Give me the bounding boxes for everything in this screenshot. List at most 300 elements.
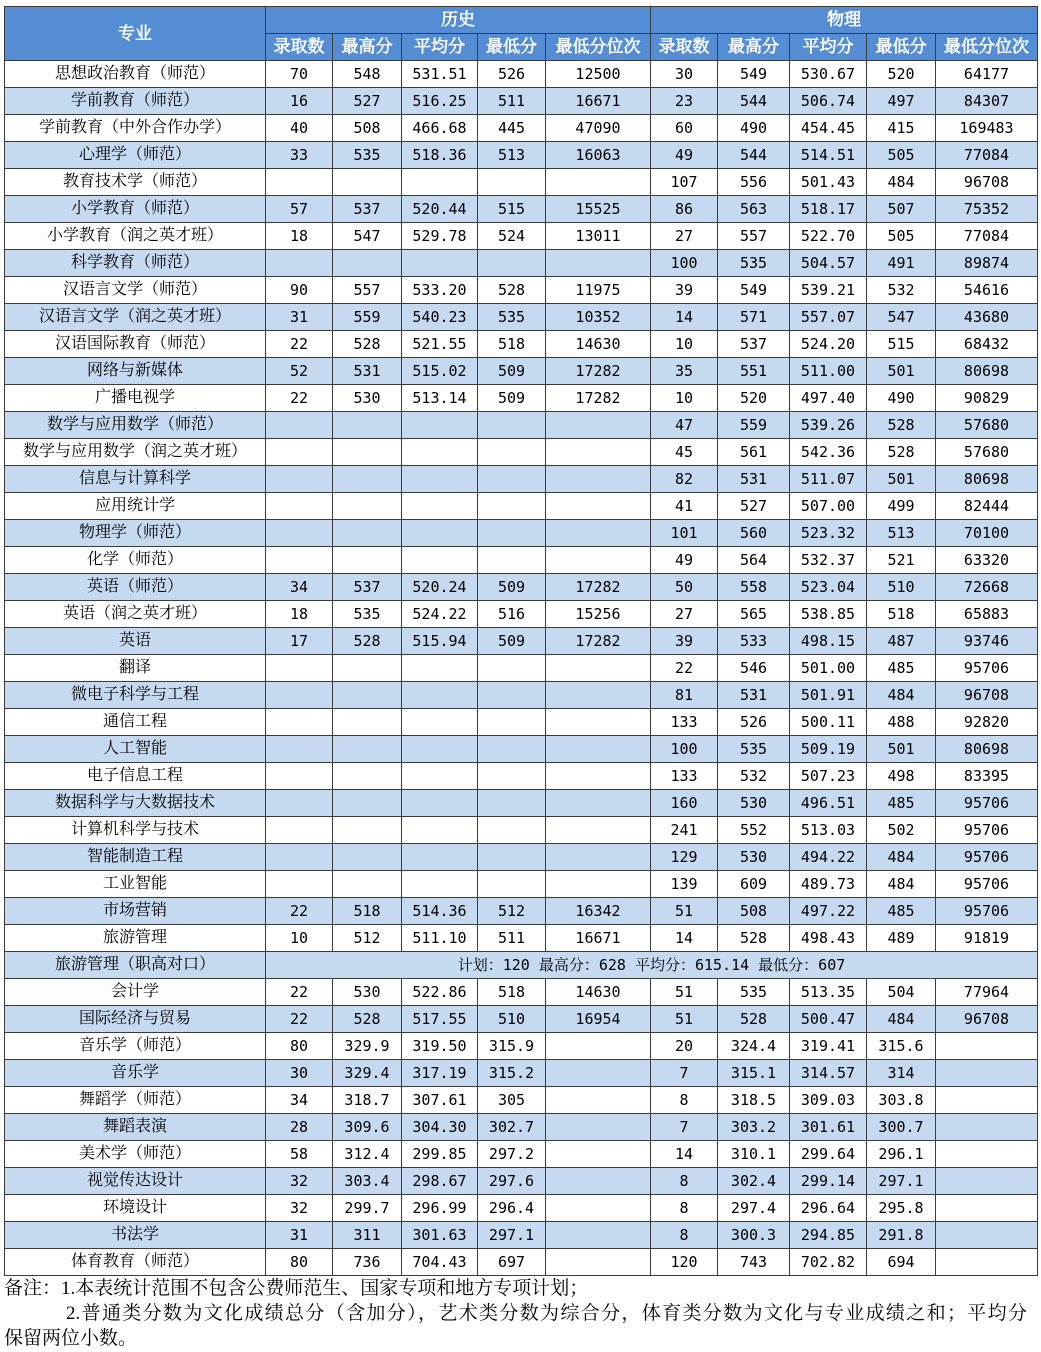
history-min-score-cell: 296.4 bbox=[478, 1195, 546, 1222]
physics-min-score-cell: 504 bbox=[867, 979, 936, 1006]
physics-admitted-cell: 8 bbox=[651, 1087, 718, 1114]
history-admitted-cell bbox=[266, 790, 333, 817]
physics-admitted-cell: 81 bbox=[651, 682, 718, 709]
history-avg-score-cell: 319.50 bbox=[402, 1033, 478, 1060]
note-line-3: 保留两位小数。 bbox=[4, 1328, 138, 1349]
table-row bbox=[5, 1033, 1038, 1060]
history-min-rank-cell bbox=[546, 547, 651, 574]
physics-avg-score-cell: 454.45 bbox=[790, 115, 867, 142]
physics-min-score-cell: 521 bbox=[867, 547, 936, 574]
physics-avg-score-cell: 539.26 bbox=[790, 412, 867, 439]
major-cell: 信息与计算科学 bbox=[5, 466, 266, 493]
physics-min-score-cell: 515 bbox=[867, 331, 936, 358]
table-row bbox=[5, 736, 1038, 763]
history-min-rank-cell bbox=[546, 1087, 651, 1114]
history-avg-score-cell: 513.14 bbox=[402, 385, 478, 412]
history-min-rank-cell: 16671 bbox=[546, 925, 651, 952]
table-row bbox=[5, 115, 1038, 142]
physics-min-score-cell: 502 bbox=[867, 817, 936, 844]
history-min-rank-cell bbox=[546, 736, 651, 763]
major-cell: 数据科学与大数据技术 bbox=[5, 790, 266, 817]
history-min-rank-cell bbox=[546, 520, 651, 547]
history-admitted-cell bbox=[266, 709, 333, 736]
major-cell: 旅游管理 bbox=[5, 925, 266, 952]
history-min-rank-cell: 17282 bbox=[546, 574, 651, 601]
history-admitted-cell: 34 bbox=[266, 574, 333, 601]
history-admitted-cell: 80 bbox=[266, 1033, 333, 1060]
physics-min-score-cell: 484 bbox=[867, 1006, 936, 1033]
history-avg-score-cell bbox=[402, 817, 478, 844]
physics-min-rank-cell: 95706 bbox=[936, 898, 1038, 925]
physics-admitted-cell: 7 bbox=[651, 1060, 718, 1087]
major-cell: 舞蹈表演 bbox=[5, 1114, 266, 1141]
note-line-1: 备注：1.本表统计范围不包含公费师范生、国家专项和地方专项计划； bbox=[4, 1278, 589, 1299]
physics-avg-score-cell: 494.22 bbox=[790, 844, 867, 871]
history-admitted-cell: 52 bbox=[266, 358, 333, 385]
physics-min-rank-cell: 80698 bbox=[936, 466, 1038, 493]
physics-avg-score-cell: 489.73 bbox=[790, 871, 867, 898]
physics-min-score-cell: 315.6 bbox=[867, 1033, 936, 1060]
physics-max-score-cell: 520 bbox=[718, 385, 790, 412]
major-cell: 科学教育（师范） bbox=[5, 250, 266, 277]
history-min-score-cell: 297.6 bbox=[478, 1168, 546, 1195]
history-min-rank-cell bbox=[546, 169, 651, 196]
physics-avg-score-cell: 513.03 bbox=[790, 817, 867, 844]
table-row bbox=[5, 844, 1038, 871]
history-admitted-cell: 31 bbox=[266, 1222, 333, 1249]
history-min-rank-cell bbox=[546, 1114, 651, 1141]
history-max-score-cell: 329.4 bbox=[333, 1060, 402, 1087]
history-avg-score-cell: 518.36 bbox=[402, 142, 478, 169]
table-row bbox=[5, 1249, 1038, 1276]
history-avg-score-cell bbox=[402, 412, 478, 439]
physics-admitted-cell: 133 bbox=[651, 763, 718, 790]
history-min-score-cell bbox=[478, 520, 546, 547]
physics-min-score-cell: 484 bbox=[867, 682, 936, 709]
history-min-rank-cell bbox=[546, 439, 651, 466]
history-avg-score-cell bbox=[402, 844, 478, 871]
table-row bbox=[5, 952, 1038, 979]
history-max-score-cell: 736 bbox=[333, 1249, 402, 1276]
history-admitted-cell bbox=[266, 655, 333, 682]
physics-max-score-cell: 546 bbox=[718, 655, 790, 682]
physics-min-score-cell: 505 bbox=[867, 223, 936, 250]
major-cell: 工业智能 bbox=[5, 871, 266, 898]
history-admitted-cell: 22 bbox=[266, 1006, 333, 1033]
history-min-score-cell bbox=[478, 709, 546, 736]
history-min-rank-cell bbox=[546, 763, 651, 790]
history-admitted-cell: 18 bbox=[266, 601, 333, 628]
major-cell: 电子信息工程 bbox=[5, 763, 266, 790]
table-row bbox=[5, 1222, 1038, 1249]
history-admitted-cell: 17 bbox=[266, 628, 333, 655]
physics-avg-score-cell: 514.51 bbox=[790, 142, 867, 169]
history-min-rank-cell bbox=[546, 844, 651, 871]
physics-max-score-cell: 535 bbox=[718, 250, 790, 277]
physics-min-rank-cell: 96708 bbox=[936, 169, 1038, 196]
history-max-score-cell: 537 bbox=[333, 574, 402, 601]
major-cell: 旅游管理（职高对口） bbox=[5, 952, 266, 979]
table-row bbox=[5, 1195, 1038, 1222]
physics-max-score-cell: 531 bbox=[718, 466, 790, 493]
history-min-rank-cell: 10352 bbox=[546, 304, 651, 331]
physics-max-score-cell: 530 bbox=[718, 790, 790, 817]
major-cell: 翻译 bbox=[5, 655, 266, 682]
physics-min-rank-cell bbox=[936, 1222, 1038, 1249]
history-min-rank-cell bbox=[546, 1033, 651, 1060]
physics-min-score-cell: 489 bbox=[867, 925, 936, 952]
header-physics-max-score: 最高分 bbox=[718, 34, 790, 61]
physics-admitted-cell: 27 bbox=[651, 223, 718, 250]
physics-admitted-cell: 241 bbox=[651, 817, 718, 844]
header-physics-min-rank: 最低分位次 bbox=[936, 34, 1038, 61]
physics-min-rank-cell: 65883 bbox=[936, 601, 1038, 628]
history-min-rank-cell bbox=[546, 493, 651, 520]
table-row bbox=[5, 196, 1038, 223]
physics-admitted-cell: 27 bbox=[651, 601, 718, 628]
table-header bbox=[5, 7, 1038, 61]
history-avg-score-cell: 299.85 bbox=[402, 1141, 478, 1168]
physics-admitted-cell: 51 bbox=[651, 898, 718, 925]
physics-admitted-cell: 8 bbox=[651, 1168, 718, 1195]
history-avg-score-cell: 516.25 bbox=[402, 88, 478, 115]
physics-avg-score-cell: 530.67 bbox=[790, 61, 867, 88]
table-row bbox=[5, 223, 1038, 250]
history-admitted-cell: 90 bbox=[266, 277, 333, 304]
physics-min-rank-cell bbox=[936, 1141, 1038, 1168]
physics-min-score-cell: 291.8 bbox=[867, 1222, 936, 1249]
history-avg-score-cell bbox=[402, 493, 478, 520]
table-row bbox=[5, 1168, 1038, 1195]
physics-max-score-cell: 490 bbox=[718, 115, 790, 142]
physics-min-rank-cell: 77084 bbox=[936, 142, 1038, 169]
history-min-rank-cell: 12500 bbox=[546, 61, 651, 88]
major-cell: 音乐学（师范） bbox=[5, 1033, 266, 1060]
table-row bbox=[5, 520, 1038, 547]
history-admitted-cell bbox=[266, 412, 333, 439]
history-min-score-cell bbox=[478, 817, 546, 844]
header-physics-min-score: 最低分 bbox=[867, 34, 936, 61]
history-max-score-cell: 537 bbox=[333, 196, 402, 223]
physics-max-score-cell: 552 bbox=[718, 817, 790, 844]
history-min-rank-cell bbox=[546, 1222, 651, 1249]
history-min-score-cell: 511 bbox=[478, 88, 546, 115]
physics-admitted-cell: 160 bbox=[651, 790, 718, 817]
table-row bbox=[5, 304, 1038, 331]
history-min-score-cell: 516 bbox=[478, 601, 546, 628]
physics-max-score-cell: 508 bbox=[718, 898, 790, 925]
history-max-score-cell bbox=[333, 709, 402, 736]
physics-min-rank-cell bbox=[936, 1087, 1038, 1114]
history-min-rank-cell: 16671 bbox=[546, 88, 651, 115]
major-cell: 英语 bbox=[5, 628, 266, 655]
physics-min-rank-cell: 82444 bbox=[936, 493, 1038, 520]
history-admitted-cell: 70 bbox=[266, 61, 333, 88]
history-avg-score-cell bbox=[402, 790, 478, 817]
history-min-rank-cell: 11975 bbox=[546, 277, 651, 304]
header-group-history: 历史 bbox=[266, 7, 651, 34]
history-admitted-cell bbox=[266, 493, 333, 520]
history-min-score-cell bbox=[478, 736, 546, 763]
history-admitted-cell bbox=[266, 871, 333, 898]
physics-min-rank-cell: 70100 bbox=[936, 520, 1038, 547]
physics-admitted-cell: 101 bbox=[651, 520, 718, 547]
history-max-score-cell bbox=[333, 655, 402, 682]
history-min-rank-cell bbox=[546, 1168, 651, 1195]
history-max-score-cell bbox=[333, 439, 402, 466]
table-row bbox=[5, 250, 1038, 277]
physics-max-score-cell: 551 bbox=[718, 358, 790, 385]
header-row-groups bbox=[5, 7, 1038, 34]
physics-avg-score-cell: 523.32 bbox=[790, 520, 867, 547]
history-min-rank-cell: 14630 bbox=[546, 979, 651, 1006]
header-history-admitted: 录取数 bbox=[266, 34, 333, 61]
history-admitted-cell: 30 bbox=[266, 1060, 333, 1087]
history-max-score-cell: 318.7 bbox=[333, 1087, 402, 1114]
note-line-2: 2.普通类分数为文化成绩总分（含加分），艺术类分数为综合分，体育类分数为文化与专业成绩之和；平均分 bbox=[66, 1303, 1027, 1324]
physics-admitted-cell: 86 bbox=[651, 196, 718, 223]
physics-avg-score-cell: 511.07 bbox=[790, 466, 867, 493]
physics-min-rank-cell: 57680 bbox=[936, 412, 1038, 439]
physics-admitted-cell: 133 bbox=[651, 709, 718, 736]
major-cell: 英语（师范） bbox=[5, 574, 266, 601]
major-cell: 体育教育（师范） bbox=[5, 1249, 266, 1276]
history-max-score-cell bbox=[333, 790, 402, 817]
physics-min-score-cell: 296.1 bbox=[867, 1141, 936, 1168]
history-avg-score-cell bbox=[402, 439, 478, 466]
major-cell: 市场营销 bbox=[5, 898, 266, 925]
physics-max-score-cell: 310.1 bbox=[718, 1141, 790, 1168]
physics-admitted-cell: 129 bbox=[651, 844, 718, 871]
physics-min-score-cell: 497 bbox=[867, 88, 936, 115]
history-max-score-cell bbox=[333, 250, 402, 277]
merged-summary-cell: 计划：120 最高分：628 平均分：615.14 最低分：607 bbox=[266, 952, 1038, 979]
physics-max-score-cell: 303.2 bbox=[718, 1114, 790, 1141]
physics-avg-score-cell: 702.82 bbox=[790, 1249, 867, 1276]
history-max-score-cell bbox=[333, 763, 402, 790]
physics-avg-score-cell: 299.14 bbox=[790, 1168, 867, 1195]
table-row bbox=[5, 88, 1038, 115]
physics-max-score-cell: 318.5 bbox=[718, 1087, 790, 1114]
history-max-score-cell: 547 bbox=[333, 223, 402, 250]
table-row bbox=[5, 655, 1038, 682]
history-max-score-cell: 557 bbox=[333, 277, 402, 304]
physics-max-score-cell: 743 bbox=[718, 1249, 790, 1276]
table-row bbox=[5, 61, 1038, 88]
header-history-max-score: 最高分 bbox=[333, 34, 402, 61]
history-admitted-cell: 34 bbox=[266, 1087, 333, 1114]
history-avg-score-cell: 540.23 bbox=[402, 304, 478, 331]
table-row bbox=[5, 142, 1038, 169]
physics-max-score-cell: 560 bbox=[718, 520, 790, 547]
physics-min-rank-cell: 89874 bbox=[936, 250, 1038, 277]
physics-min-rank-cell bbox=[936, 1168, 1038, 1195]
table-row bbox=[5, 1141, 1038, 1168]
physics-max-score-cell: 557 bbox=[718, 223, 790, 250]
history-min-score-cell: 528 bbox=[478, 277, 546, 304]
physics-max-score-cell: 324.4 bbox=[718, 1033, 790, 1060]
history-min-score-cell bbox=[478, 439, 546, 466]
history-avg-score-cell bbox=[402, 250, 478, 277]
history-min-rank-cell: 17282 bbox=[546, 628, 651, 655]
physics-avg-score-cell: 314.57 bbox=[790, 1060, 867, 1087]
history-min-score-cell: 297.1 bbox=[478, 1222, 546, 1249]
table-row bbox=[5, 439, 1038, 466]
physics-min-rank-cell: 68432 bbox=[936, 331, 1038, 358]
history-admitted-cell: 28 bbox=[266, 1114, 333, 1141]
physics-avg-score-cell: 532.37 bbox=[790, 547, 867, 574]
history-avg-score-cell bbox=[402, 169, 478, 196]
physics-min-score-cell: 532 bbox=[867, 277, 936, 304]
physics-avg-score-cell: 501.91 bbox=[790, 682, 867, 709]
physics-avg-score-cell: 538.85 bbox=[790, 601, 867, 628]
history-avg-score-cell: 515.94 bbox=[402, 628, 478, 655]
major-cell: 思想政治教育（师范） bbox=[5, 61, 266, 88]
physics-max-score-cell: 531 bbox=[718, 682, 790, 709]
physics-avg-score-cell: 557.07 bbox=[790, 304, 867, 331]
history-min-rank-cell bbox=[546, 655, 651, 682]
history-min-rank-cell bbox=[546, 709, 651, 736]
history-avg-score-cell: 304.30 bbox=[402, 1114, 478, 1141]
major-cell: 学前教育（师范） bbox=[5, 88, 266, 115]
history-admitted-cell: 22 bbox=[266, 898, 333, 925]
major-cell: 国际经济与贸易 bbox=[5, 1006, 266, 1033]
history-min-score-cell: 315.2 bbox=[478, 1060, 546, 1087]
physics-max-score-cell: 302.4 bbox=[718, 1168, 790, 1195]
physics-admitted-cell: 10 bbox=[651, 385, 718, 412]
physics-min-rank-cell: 95706 bbox=[936, 817, 1038, 844]
major-cell: 汉语言文学（师范） bbox=[5, 277, 266, 304]
history-min-score-cell: 445 bbox=[478, 115, 546, 142]
history-min-rank-cell: 17282 bbox=[546, 358, 651, 385]
history-admitted-cell: 57 bbox=[266, 196, 333, 223]
physics-min-rank-cell: 90829 bbox=[936, 385, 1038, 412]
history-avg-score-cell: 520.44 bbox=[402, 196, 478, 223]
history-min-score-cell: 509 bbox=[478, 574, 546, 601]
major-cell: 化学（师范） bbox=[5, 547, 266, 574]
physics-admitted-cell: 45 bbox=[651, 439, 718, 466]
physics-min-rank-cell: 84307 bbox=[936, 88, 1038, 115]
history-min-rank-cell bbox=[546, 871, 651, 898]
table-row bbox=[5, 547, 1038, 574]
physics-min-rank-cell: 72668 bbox=[936, 574, 1038, 601]
physics-max-score-cell: 535 bbox=[718, 736, 790, 763]
history-min-rank-cell: 13011 bbox=[546, 223, 651, 250]
history-admitted-cell: 33 bbox=[266, 142, 333, 169]
major-cell: 通信工程 bbox=[5, 709, 266, 736]
history-admitted-cell bbox=[266, 817, 333, 844]
history-min-rank-cell bbox=[546, 1060, 651, 1087]
physics-admitted-cell: 120 bbox=[651, 1249, 718, 1276]
physics-avg-score-cell: 497.40 bbox=[790, 385, 867, 412]
physics-min-score-cell: 314 bbox=[867, 1060, 936, 1087]
physics-min-score-cell: 485 bbox=[867, 655, 936, 682]
physics-min-rank-cell: 80698 bbox=[936, 736, 1038, 763]
history-max-score-cell bbox=[333, 169, 402, 196]
history-min-score-cell: 315.9 bbox=[478, 1033, 546, 1060]
history-admitted-cell: 32 bbox=[266, 1168, 333, 1195]
physics-min-score-cell: 518 bbox=[867, 601, 936, 628]
history-min-score-cell bbox=[478, 682, 546, 709]
physics-max-score-cell: 537 bbox=[718, 331, 790, 358]
physics-max-score-cell: 528 bbox=[718, 925, 790, 952]
history-avg-score-cell: 301.63 bbox=[402, 1222, 478, 1249]
major-cell: 网络与新媒体 bbox=[5, 358, 266, 385]
history-avg-score-cell: 522.86 bbox=[402, 979, 478, 1006]
history-min-score-cell: 526 bbox=[478, 61, 546, 88]
history-avg-score-cell: 533.20 bbox=[402, 277, 478, 304]
physics-avg-score-cell: 501.43 bbox=[790, 169, 867, 196]
history-min-score-cell bbox=[478, 655, 546, 682]
history-min-rank-cell bbox=[546, 817, 651, 844]
history-admitted-cell bbox=[266, 682, 333, 709]
physics-max-score-cell: 297.4 bbox=[718, 1195, 790, 1222]
history-avg-score-cell bbox=[402, 520, 478, 547]
history-min-rank-cell bbox=[546, 1195, 651, 1222]
physics-max-score-cell: 315.1 bbox=[718, 1060, 790, 1087]
history-admitted-cell: 22 bbox=[266, 331, 333, 358]
table-row bbox=[5, 601, 1038, 628]
major-cell: 书法学 bbox=[5, 1222, 266, 1249]
history-max-score-cell bbox=[333, 412, 402, 439]
history-max-score-cell: 311 bbox=[333, 1222, 402, 1249]
physics-min-rank-cell: 75352 bbox=[936, 196, 1038, 223]
history-avg-score-cell: 531.51 bbox=[402, 61, 478, 88]
physics-max-score-cell: 609 bbox=[718, 871, 790, 898]
table-row bbox=[5, 1087, 1038, 1114]
major-cell: 汉语国际教育（师范） bbox=[5, 331, 266, 358]
history-avg-score-cell: 524.22 bbox=[402, 601, 478, 628]
physics-avg-score-cell: 500.47 bbox=[790, 1006, 867, 1033]
history-admitted-cell: 40 bbox=[266, 115, 333, 142]
history-admitted-cell bbox=[266, 763, 333, 790]
history-min-score-cell bbox=[478, 547, 546, 574]
history-avg-score-cell: 515.02 bbox=[402, 358, 478, 385]
history-min-rank-cell bbox=[546, 790, 651, 817]
history-min-rank-cell bbox=[546, 682, 651, 709]
physics-admitted-cell: 39 bbox=[651, 628, 718, 655]
history-max-score-cell bbox=[333, 493, 402, 520]
physics-max-score-cell: 558 bbox=[718, 574, 790, 601]
history-min-score-cell: 697 bbox=[478, 1249, 546, 1276]
history-min-score-cell: 305 bbox=[478, 1087, 546, 1114]
physics-max-score-cell: 571 bbox=[718, 304, 790, 331]
history-avg-score-cell: 466.68 bbox=[402, 115, 478, 142]
history-min-score-cell: 509 bbox=[478, 385, 546, 412]
physics-min-score-cell: 547 bbox=[867, 304, 936, 331]
history-min-score-cell: 535 bbox=[478, 304, 546, 331]
history-min-rank-cell bbox=[546, 1141, 651, 1168]
history-min-rank-cell bbox=[546, 466, 651, 493]
history-max-score-cell: 518 bbox=[333, 898, 402, 925]
physics-min-rank-cell: 64177 bbox=[936, 61, 1038, 88]
history-admitted-cell bbox=[266, 439, 333, 466]
physics-max-score-cell: 559 bbox=[718, 412, 790, 439]
history-max-score-cell: 528 bbox=[333, 628, 402, 655]
history-avg-score-cell: 298.67 bbox=[402, 1168, 478, 1195]
history-min-rank-cell: 15525 bbox=[546, 196, 651, 223]
physics-admitted-cell: 35 bbox=[651, 358, 718, 385]
physics-admitted-cell: 100 bbox=[651, 736, 718, 763]
history-max-score-cell: 309.6 bbox=[333, 1114, 402, 1141]
history-max-score-cell: 535 bbox=[333, 601, 402, 628]
physics-avg-score-cell: 539.21 bbox=[790, 277, 867, 304]
history-admitted-cell bbox=[266, 169, 333, 196]
major-cell: 小学教育（师范） bbox=[5, 196, 266, 223]
physics-admitted-cell: 139 bbox=[651, 871, 718, 898]
physics-avg-score-cell: 524.20 bbox=[790, 331, 867, 358]
physics-min-score-cell: 488 bbox=[867, 709, 936, 736]
